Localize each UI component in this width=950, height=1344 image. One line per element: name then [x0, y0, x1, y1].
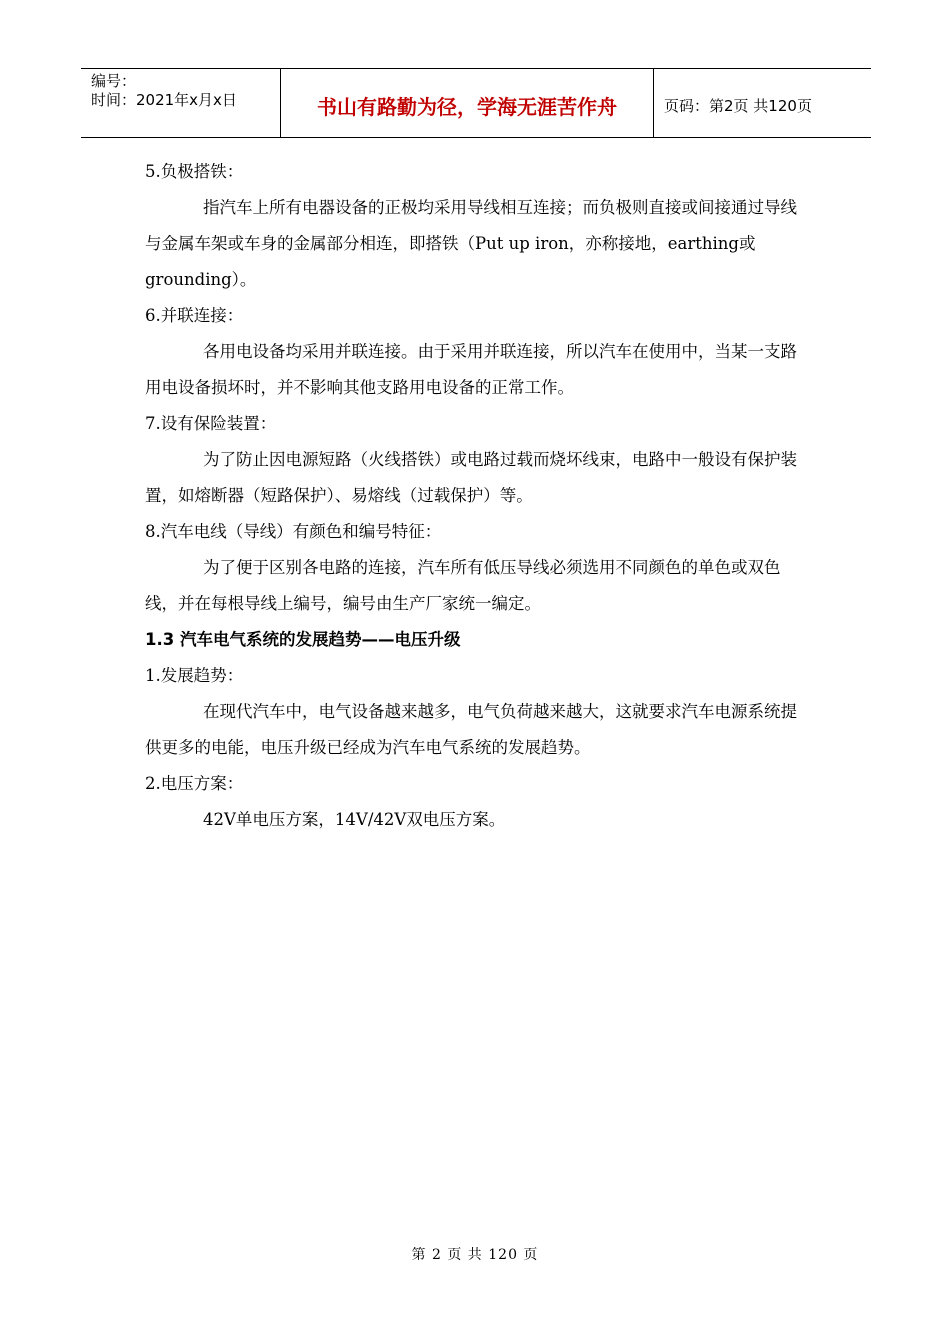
document-body — [145, 154, 810, 838]
page-header — [81, 68, 871, 138]
body-paragraph: 为了便于区别各电路的连接，汽车所有低压导线必须选用不同颜色的单色或双色线，并在每根导线上编号，编号由生产厂家统一编定。 — [145, 558, 781, 613]
document-date: 时间：2021年x月x日 — [91, 91, 237, 109]
header-page-info: 页码：第2页 共120页 — [664, 96, 812, 115]
section-item: 1.发展趋势： — [145, 666, 244, 685]
section-item: 8.汽车电线（导线）有颜色和编号特征： — [145, 522, 442, 541]
section-item: 7.设有保险装置： — [145, 414, 277, 433]
section-item: 5.负极搭铁： — [145, 162, 244, 181]
body-paragraph: 为了防止因电源短路（火线搭铁）或电路过载而烧坏线束，电路中一般设有保护装置，如熔断器（短路保护）、易熔线（过载保护）等。 — [145, 450, 797, 505]
page-footer: 第 2 页 共 120 页 — [411, 1247, 539, 1263]
document-number-label: 编号： — [91, 72, 137, 90]
section-item: 6.并联连接： — [145, 306, 244, 325]
section-heading: 1.3 汽车电气系统的发展趋势——电压升级 — [145, 630, 461, 649]
section-item: 2.电压方案： — [145, 774, 244, 793]
body-paragraph: 在现代汽车中，电气设备越来越多，电气负荷越来越大，这就要求汽车电源系统提供更多的电能，电压升级已经成为汽车电气系统的发展趋势。 — [145, 702, 797, 757]
header-motto: 书山有路勤为径，学海无涯苦作舟 — [281, 69, 654, 137]
body-paragraph: 指汽车上所有电器设备的正极均采用导线相互连接；而负极则直接或间接通过导线与金属车架或车身的金属部分相连，即搭铁（Put up iron，亦称接地，earthing或grounding）。 — [145, 198, 797, 289]
header-meta — [81, 69, 281, 137]
body-paragraph: 42V单电压方案，14V/42V双电压方案。 — [203, 810, 506, 829]
body-paragraph: 各用电设备均采用并联连接。由于采用并联连接，所以汽车在使用中，当某一支路用电设备损坏时，并不影响其他支路用电设备的正常工作。 — [145, 342, 797, 397]
